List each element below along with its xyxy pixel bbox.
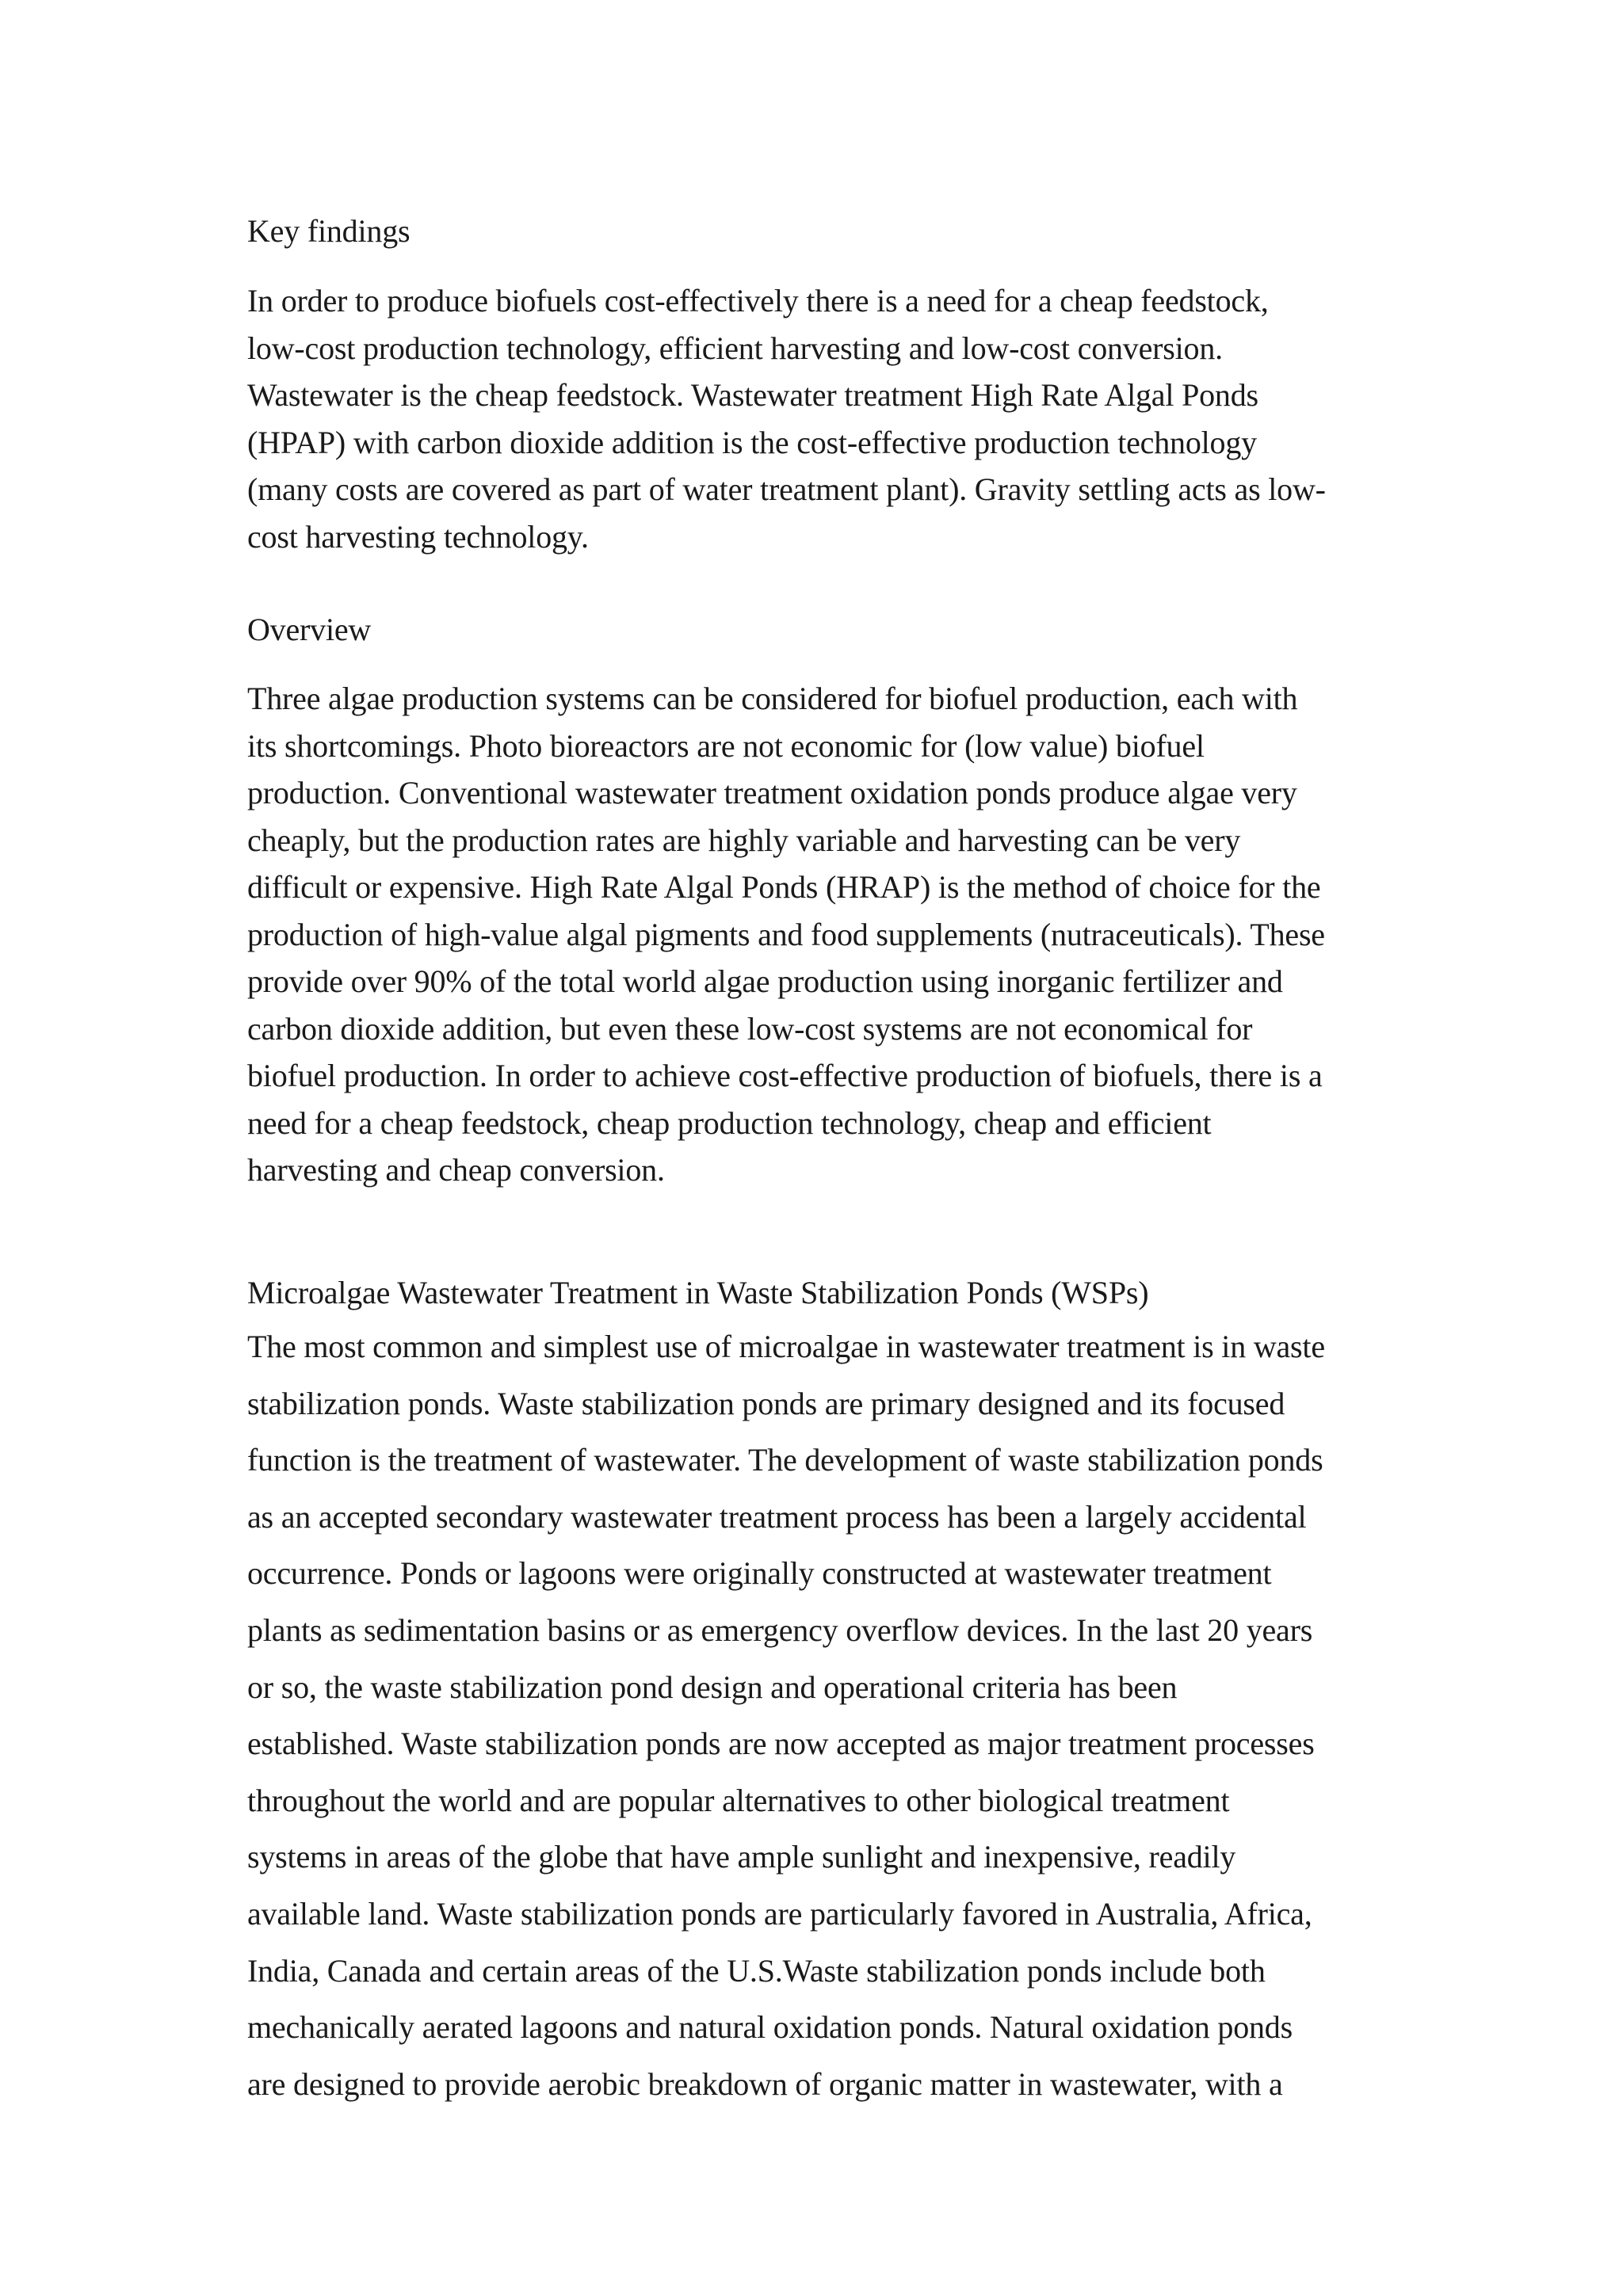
- key-findings-heading: Key findings: [247, 213, 411, 249]
- paragraph-line: India, Canada and certain areas of the U.S.Waste stabilization ponds include both: [247, 1952, 1266, 1989]
- paragraph-line: Three algae production systems can be considered for biofuel production, each with: [247, 681, 1298, 716]
- paragraph-line: difficult or expensive. High Rate Algal Ponds (HRAP) is the method of choice for the: [247, 869, 1321, 905]
- paragraph-line: stabilization ponds. Waste stabilization ponds are primary designed and its focused: [247, 1385, 1285, 1421]
- paragraph-line: low-cost production technology, efficient harvesting and low-cost conversion.: [247, 330, 1223, 366]
- paragraph-line: its shortcomings. Photo bioreactors are not economic for (low value) biofuel: [247, 727, 1205, 764]
- paragraph-line: provide over 90% of the total world algae production using inorganic fertilizer and: [247, 963, 1283, 999]
- paragraph-line: throughout the world and are popular alternatives to other biological treatment: [247, 1782, 1230, 1818]
- paragraph-line: cheaply, but the production rates are highly variable and harvesting can be very: [247, 822, 1241, 858]
- microalgae-paragraph: [247, 1318, 1388, 2112]
- paragraph-line: The most common and simplest use of microalgae in wastewater treatment is in waste: [247, 1329, 1325, 1364]
- paragraph-line: function is the treatment of wastewater. The development of waste stabilization ponds: [247, 1442, 1323, 1478]
- paragraph-line: plants as sedimentation basins or as emergency overflow devices. In the last 20 years: [247, 1611, 1313, 1648]
- paragraph-line: systems in areas of the globe that have ample sunlight and inexpensive, readily: [247, 1839, 1236, 1875]
- paragraph-line: need for a cheap feedstock, cheap production technology, cheap and efficient: [247, 1104, 1212, 1141]
- paragraph-line: In order to produce biofuels cost-effectively there is a need for a cheap feedstock,: [247, 283, 1269, 318]
- paragraph-line: production of high-value algal pigments and food supplements (nutraceuticals). These: [247, 916, 1325, 952]
- overview-heading: Overview: [247, 612, 372, 647]
- paragraph-line: (many costs are covered as part of water treatment plant). Gravity settling acts as low-: [247, 471, 1326, 507]
- paragraph-line: or so, the waste stabilization pond design and operational criteria has been: [247, 1669, 1178, 1705]
- paragraph-line: are designed to provide aerobic breakdown of organic matter in wastewater, with a: [247, 2065, 1283, 2102]
- paragraph-line: production. Conventional wastewater treatment oxidation ponds produce algae very: [247, 775, 1297, 810]
- paragraph-line: (HPAP) with carbon dioxide addition is the cost-effective production technology: [247, 424, 1257, 460]
- paragraph-line: biofuel production. In order to achieve cost-effective production of biofuels, there is a: [247, 1058, 1323, 1093]
- paragraph-line: carbon dioxide addition, but even these low-cost systems are not economical for: [247, 1010, 1253, 1047]
- paragraph-line: established. Waste stabilization ponds are now accepted as major treatment processes: [247, 1726, 1315, 1762]
- key-findings-paragraph: [247, 277, 1388, 560]
- paragraph-line: mechanically aerated lagoons and natural oxidation ponds. Natural oxidation ponds: [247, 2009, 1293, 2046]
- paragraph-line: available land. Waste stabilization ponds are particularly favored in Australia, Africa,: [247, 1895, 1312, 1932]
- microalgae-section-heading: Microalgae Wastewater Treatment in Waste Stabilization Ponds (WSPs): [247, 1275, 1149, 1310]
- paragraph-line: cost harvesting technology.: [247, 518, 589, 555]
- paragraph-line: harvesting and cheap conversion.: [247, 1152, 665, 1188]
- paragraph-line: occurrence. Ponds or lagoons were originally constructed at wastewater treatment: [247, 1555, 1272, 1592]
- overview-paragraph: [247, 675, 1388, 1194]
- paragraph-line: as an accepted secondary wastewater treatment process has been a largely accidental: [247, 1498, 1307, 1535]
- paragraph-line: Wastewater is the cheap feedstock. Wastewater treatment High Rate Algal Ponds: [247, 377, 1258, 413]
